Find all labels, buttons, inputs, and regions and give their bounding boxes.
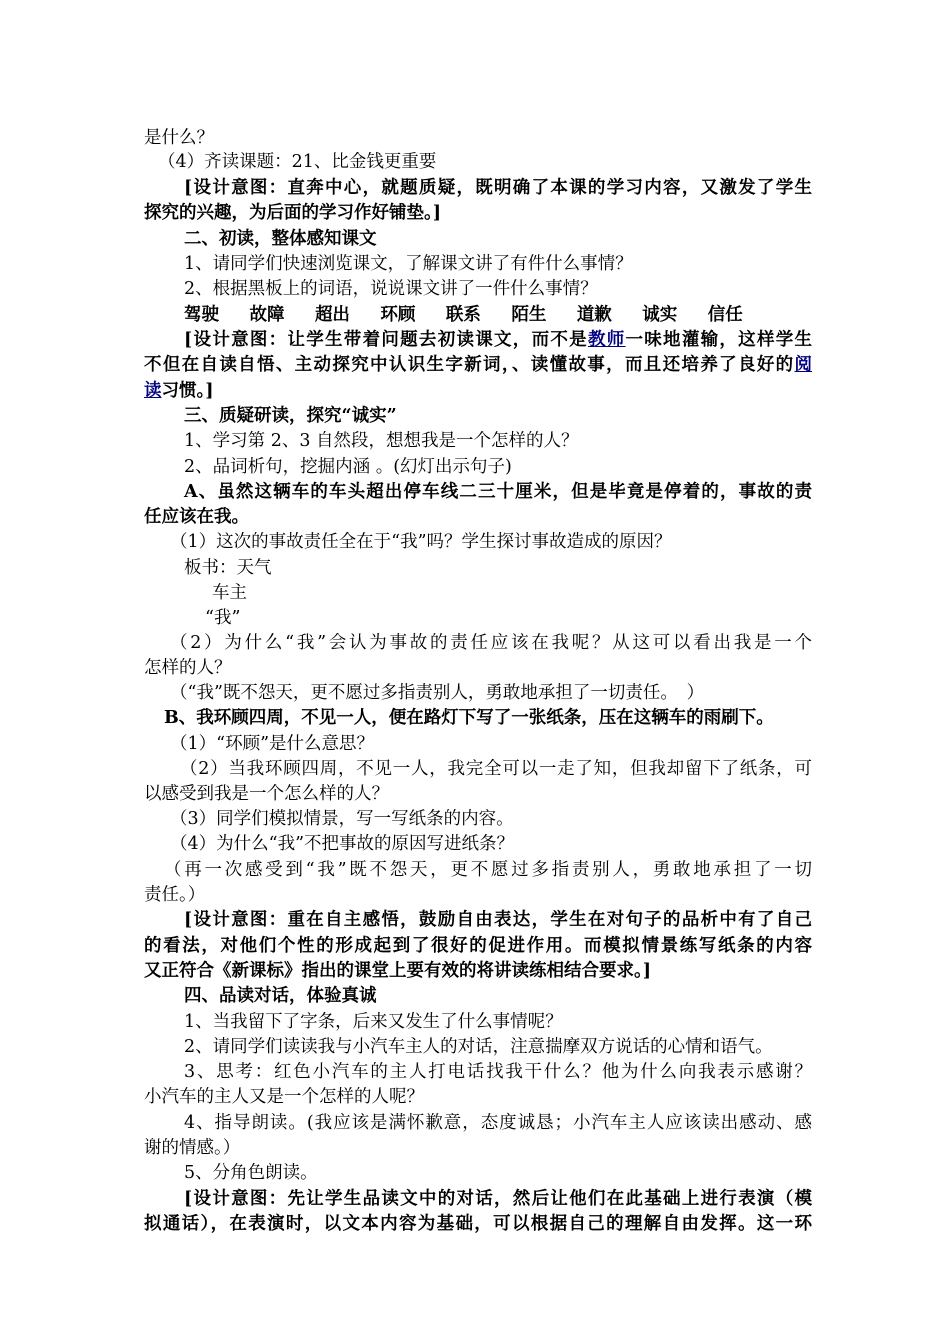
link-teacher[interactable]: 教师 <box>587 330 626 350</box>
text-line: 2、品词析句，挖掘内涵 。(幻灯出示句子) <box>184 457 512 477</box>
design-intent-line: [设计意图：重在自主感悟，鼓励自由表达，学生在对句子的品析中有了自己 <box>184 910 812 930</box>
design-intent-line <box>144 352 812 378</box>
word-list <box>184 302 812 328</box>
text-line: （“我”既不怨天，更不愿过多指责别人，勇敢地承担了一切责任。 ） <box>170 683 705 703</box>
text-line: 1、当我留下了字条，后来又发生了什么事情呢？ <box>184 1012 563 1032</box>
text-line: 以感受到我是一个怎么样的人？ <box>144 784 389 804</box>
text-span: [设计意图：让学生带着问题去初读课文，而不是 <box>184 330 588 350</box>
quoted-sentence: 任应该在我。 <box>144 507 249 527</box>
text-line: 4、指导朗读。(我应该是满怀歉意，态度诚恳；小汽车主人应该读出感动、感 <box>184 1113 812 1133</box>
design-intent-line: 又正符合《新课标》指出的课堂上要有效的将讲读练相结合要求。] <box>144 961 652 981</box>
word: 故障 <box>249 305 285 325</box>
text-line: 2、请同学们读读我与小汽车主人的对话，注意揣摩双方说话的心情和语气。 <box>184 1037 773 1057</box>
design-intent-line: 探究的兴趣，为后面的学习作好铺垫。] <box>144 203 442 223</box>
section-heading: 四、品读对话，体验真诚 <box>184 986 377 1006</box>
design-intent-line: 拟通话），在表演时，以文本内容为基础，可以根据自己的理解自由发挥。这一环 <box>144 1214 812 1234</box>
text-line: 是什么？ <box>144 128 214 148</box>
text-span: 一味地灌输，这样学生 <box>625 330 813 350</box>
word: 诚实 <box>642 305 678 325</box>
word: 联系 <box>445 305 481 325</box>
design-intent-line: [设计意图：先让学生品读文中的对话，然后让他们在此基础上进行表演（模 <box>184 1189 812 1209</box>
section-heading: 三、质疑研读，探究“诚实” <box>184 406 397 426</box>
quoted-sentence: B、我环顾四周，不见一人，便在路灯下写了一张纸条，压在这辆车的雨刷下。 <box>164 708 774 728</box>
text-span: 习惯。] <box>161 381 214 401</box>
word: 信任 <box>707 305 743 325</box>
board-line: 板书：天气 <box>184 558 272 578</box>
text-line: 1、请同学们快速浏览课文，了解课文讲了有件什么事情？ <box>184 254 633 274</box>
word: 超出 <box>314 305 350 325</box>
text-line: （3）同学们模拟情景，写一写纸条的内容。 <box>170 809 514 829</box>
link-reading[interactable]: 阅 <box>794 355 812 375</box>
text-line: 小汽车的主人又是一个怎样的人呢？ <box>144 1087 424 1107</box>
link-reading[interactable]: 读 <box>144 381 162 401</box>
quoted-sentence: A、虽然这辆车的车头超出停车线二三十厘米，但是毕竟是停着的，事故的责 <box>184 482 812 502</box>
word: 陌生 <box>511 305 547 325</box>
text-line: （再一次感受到“我”既不怨天，更不愿过多指责别人，勇敢地承担了一切 <box>164 860 812 880</box>
word: 环顾 <box>380 305 416 325</box>
text-line: （2）当我环顾四周，不见一人，我完全可以一走了知，但我却留下了纸条，可 <box>180 759 812 779</box>
design-intent-line <box>144 378 812 404</box>
text-span: 不但在自读自悟、主动探究中认识生字新词，、读懂故事，而且还培养了良好的 <box>144 355 795 375</box>
text-line: （2）为什么“我”会认为事故的责任应该在我呢？从这可以看出我是一个 <box>170 633 812 653</box>
text-line: （1）“环顾”是什么意思？ <box>170 734 375 754</box>
board-line: “我” <box>205 608 241 628</box>
text-line: （4）齐读课题：21、比金钱更重要 <box>158 152 437 172</box>
text-line: 2、根据黑板上的词语，说说课文讲了一件什么事情？ <box>184 279 598 299</box>
board-line: 车主 <box>212 583 247 603</box>
text-line: 3、思考：红色小汽车的主人打电话找我干什么？他为什么向我表示感谢？ <box>184 1062 812 1082</box>
design-intent-line: 的看法，对他们个性的形成起到了很好的促进作用。而模拟情景练写纸条的内容 <box>144 936 812 956</box>
text-line: （1）这次的事故责任全在于“我”吗？学生探讨事故造成的原因？ <box>170 532 672 552</box>
word: 驾驶 <box>184 305 219 325</box>
text-line: （4）为什么“我”不把事故的原因写进纸条？ <box>170 834 515 854</box>
text-line: 1、学习第 2、3 自然段，想想我是一个怎样的人？ <box>184 431 579 451</box>
section-heading: 二、初读，整体感知课文 <box>184 229 377 249</box>
design-intent-line <box>184 327 812 353</box>
text-line: 责任。） <box>144 885 206 905</box>
design-intent-line: [设计意图：直奔中心，就题质疑，既明确了本课的学习内容，又激发了学生 <box>184 178 812 198</box>
text-line: 谢的情感。） <box>144 1138 241 1158</box>
word: 道歉 <box>576 305 612 325</box>
text-line: 怎样的人？ <box>144 658 232 678</box>
text-line: 5、分角色朗读。 <box>184 1163 318 1183</box>
